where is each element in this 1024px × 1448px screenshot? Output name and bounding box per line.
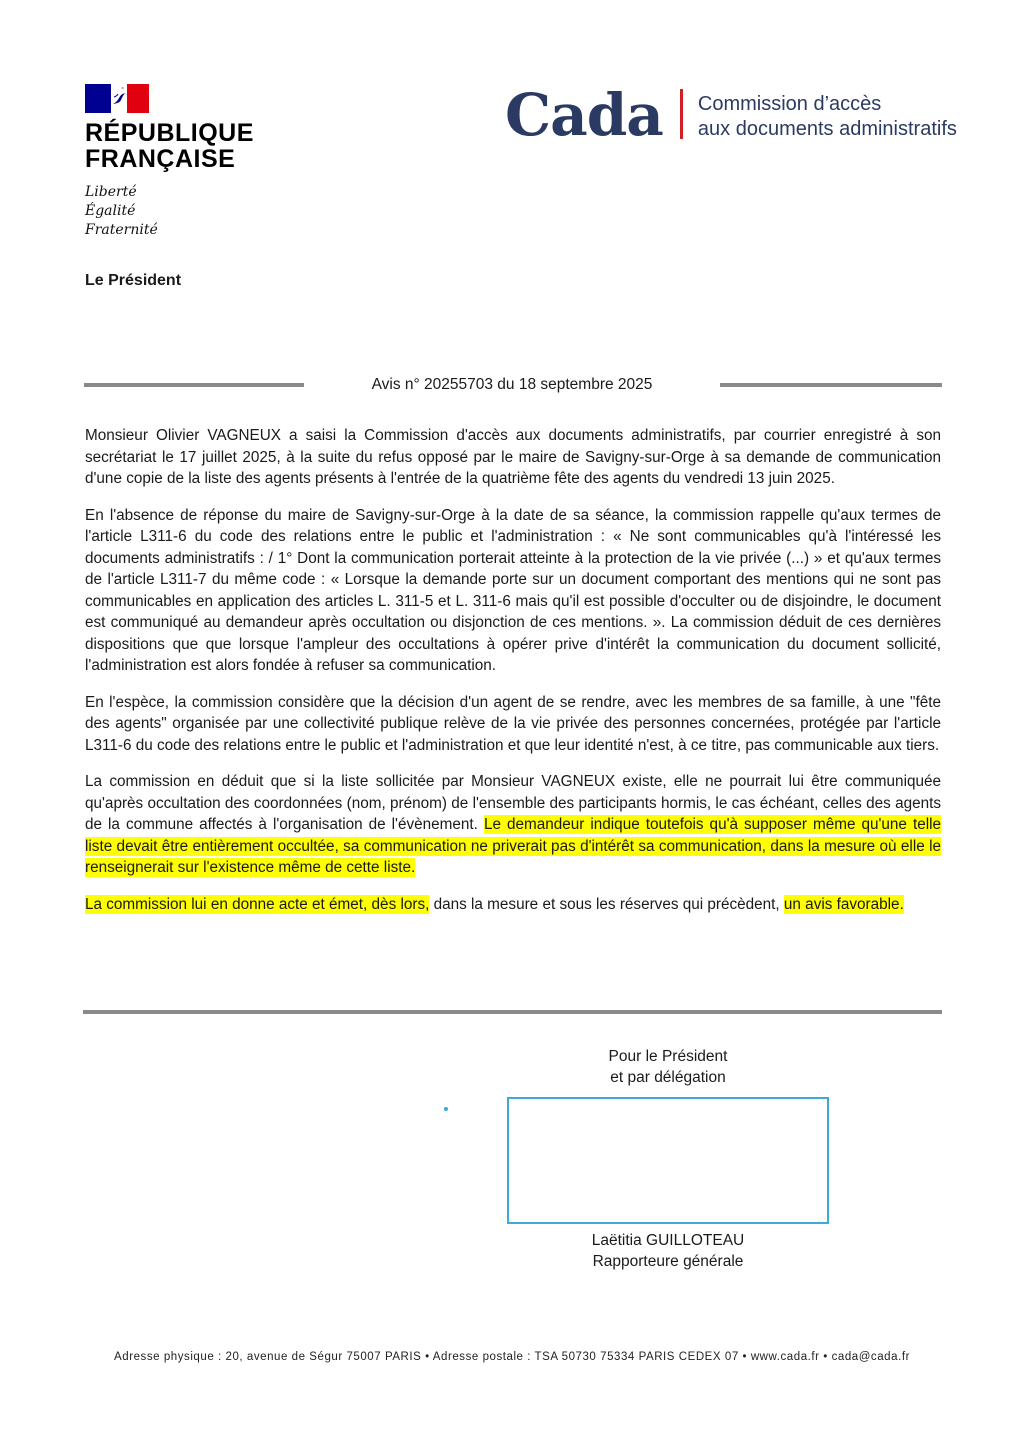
sender-role: Le Président [85,272,182,289]
republique-line1: RÉPUBLIQUE [85,119,254,147]
cada-tagline [698,86,957,142]
motto-liberte: Liberté [85,184,137,200]
cada-tagline-line1: Commission d’accès [697,93,882,115]
letter-body [85,425,941,930]
signature-divider-line [83,1010,942,1014]
signatory-role: Rapporteure générale [592,1253,744,1270]
cada-logo [505,81,957,149]
avis-title: Avis n° 20255703 du 18 septembre 2025 [371,376,653,393]
republique-francaise-logo [85,84,254,240]
signature-block [507,1046,829,1272]
motto-fraternite: Fraternité [85,222,158,238]
paragraph-1: Monsieur Olivier VAGNEUX a saisi la Commission d'accès aux documents administratifs, par courrier enregistré à son secrétariat le 17 juillet 2025, à la suite du refus opposé par le maire de Savigny-sur-Orge à sa demande de communication d'une copie de la liste des agents présents à l'entrée de la quatrième fête des agents du vendredi 13 juin 2025. [85,427,941,487]
title-bar-left [84,383,304,387]
delegation-line2: et par délégation [610,1069,726,1086]
paragraph-3: En l'espèce, la commission considère que la décision d'un agent de se rendre, avec les membres de sa famille, à une "fête des agents" organisée par une collectivité publique relève de la vie privée des personnes concernées, protégée par l'article L311-6 du code des relations entre le public et l'administration et que leur identité n'est, à ce titre, pas communicable aux tiers. [85,693,941,754]
paragraph-2: En l'absence de réponse du maire de Savigny-sur-Orge à la date de sa séance, la commission rappelle qu'aux termes de l'article L311-6 du code des relations entre le public et l'administration : « Ne sont communicables qu'à l'intéressé les documents administratifs : / 1° Dont la communication porterait atteinte à la protection de la vie privée (...) » et qu'aux termes de l'article L311-7 du même code : « Lorsque la demande porte sur un document comportant des mentions qui ne sont pas communicables en application des articles L. 311-5 et L. 311-6 mais qu'il est possible d'occulter ou de disjoindre, le document est communiqué au demandeur après occultation ou disjonction de ces mentions. ». La commission déduit de ces dernières dispositions que que lorsque l'ampleur des occultations à opérer prive d'intérêt la communication du document sollicité, l'administration est alors fondée à refuser sa communication. [85,506,941,674]
paragraph-4: La commission en déduit que si la liste sollicitée par Monsieur VAGNEUX existe, elle ne pourrait lui être communiquée qu'après occultation des coordonnées (nom, prénom) de l'ensemble des participants hormis, le cas échéant, celles des agents de la commune affectés à l'organisation de l'évènement. Le demandeur indique toutefois qu'à supposer même qu'une telle liste devait être entièrement occultée, sa communication ne priverait pas d'intérêt sa communication, dans la mesure où elle le renseignerait sur l'existence même de cette liste. [85,773,942,876]
title-bar-right [720,383,942,387]
french-flag-marianne-icon [85,84,149,113]
republique-title [85,120,254,172]
footer-address: Adresse physique : 20, avenue de Ségur 75007 PARIS • Adresse postale : TSA 50730 75334 PARIS CEDEX 07 • www.cada.fr • cada@cada.fr [114,1351,910,1363]
signature-box [507,1097,829,1224]
cada-tagline-line2: aux documents administratifs [697,118,957,140]
avis-title-row [84,376,942,394]
signature-ink-dot [444,1107,448,1111]
paragraph-5: La commission lui en donne acte et émet, dès lors, dans la mesure et sous les réserves qui précèdent, un avis favorable. [85,895,904,913]
cada-red-separator [680,89,683,139]
cada-wordmark: Cada [505,81,663,149]
republique-motto [85,183,254,240]
republique-line2: FRANÇAISE [85,145,236,173]
delegation-line1: Pour le Président [608,1048,728,1065]
motto-egalite: Égalité [85,203,136,219]
signatory-name: Laëtitia GUILLOTEAU [591,1232,745,1249]
